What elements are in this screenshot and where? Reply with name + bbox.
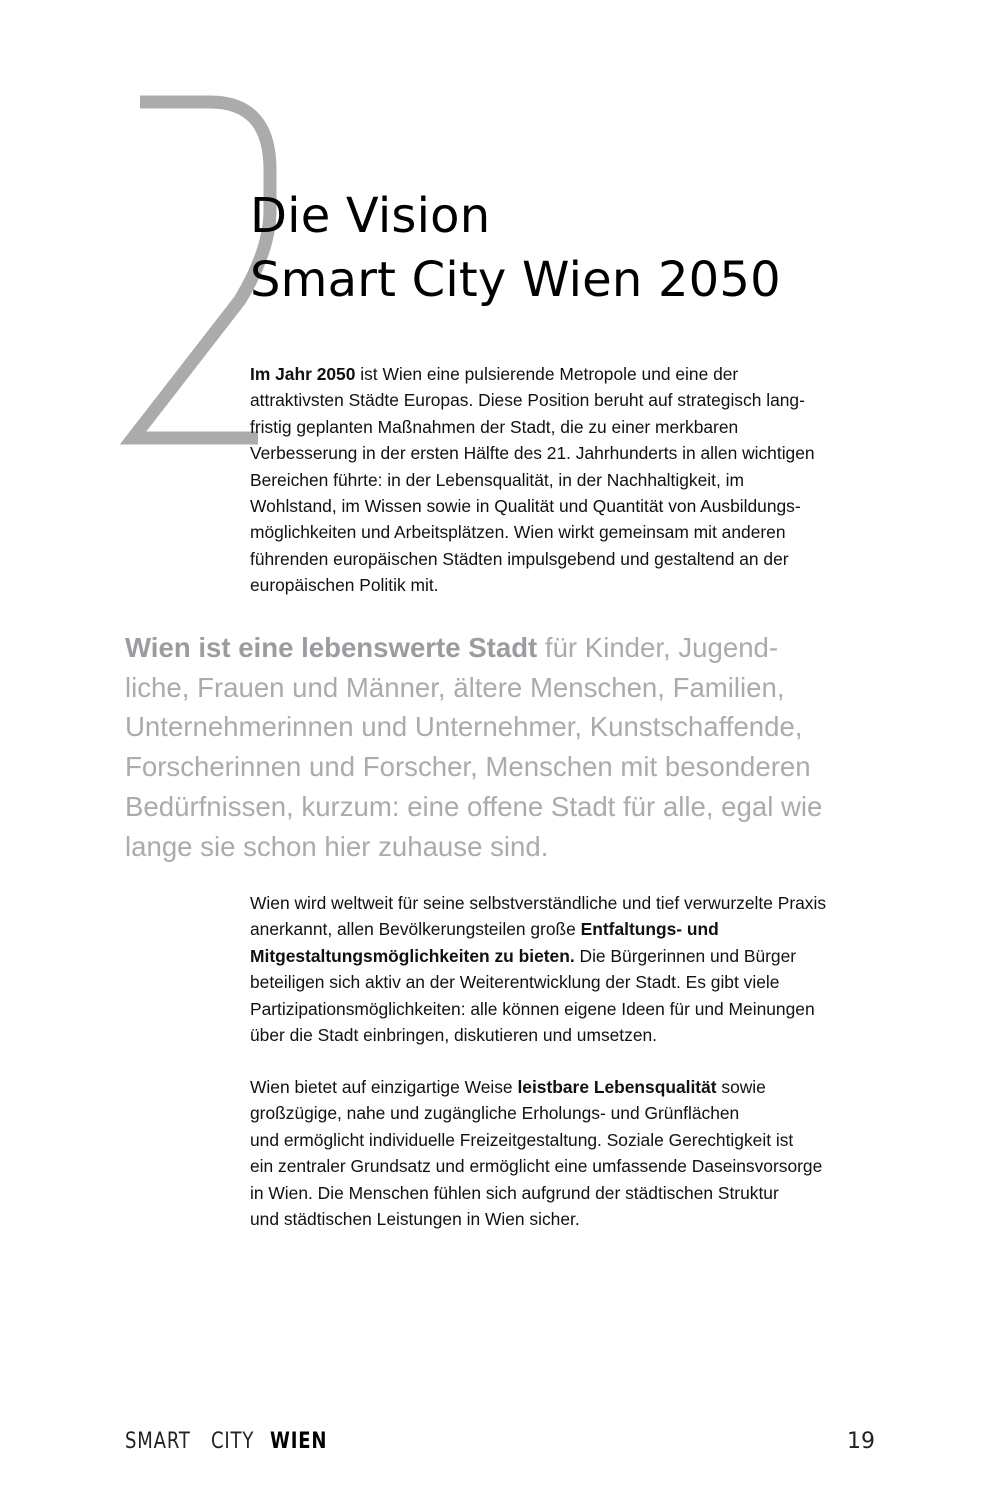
pull-quote-line: Bedürfnissen, kurzum: eine offene Stadt für alle, egal wie [125, 790, 823, 822]
intro-line: attraktivsten Städte Europas. Diese Position beruht auf strategisch lang- [250, 390, 805, 411]
para3-line: und ermöglicht individuelle Freizeitgestaltung. Soziale Gerechtigkeit ist [250, 1129, 794, 1150]
intro-line: fristig geplanten Maßnahmen der Stadt, die zu einer merkbaren [250, 416, 739, 437]
para2-line: Partizipationsmöglichkeiten: alle können eigene Ideen für und Meinungen [250, 998, 815, 1019]
quality-of-life-paragraph [250, 1074, 875, 1232]
para2-line: Wien wird weltweit für seine selbstverständliche und tief verwurzelte Praxis [250, 893, 827, 913]
footer-brand-city: CITY [211, 1429, 255, 1454]
intro-line: europäischen Politik mit. [250, 575, 439, 596]
intro-line: möglichkeiten und Arbeitsplätzen. Wien wirkt gemeinsam mit anderen [250, 522, 786, 543]
pull-quote-line: liche, Frauen und Männer, ältere Menschen, Familien, [125, 671, 785, 703]
para3-line: Wien bietet auf einzigartige Weise leistbare Lebensqualität sowie [250, 1077, 766, 1097]
para2-line: beteiligen sich aktiv an der Weiterentwicklung der Stadt. Es gibt viele [250, 972, 780, 993]
chapter-title [250, 184, 781, 312]
para3-bold: leistbare Lebensqualität [517, 1077, 717, 1097]
pull-quote-line: Wien ist eine lebenswerte Stadt für Kinder, Jugend- [125, 632, 779, 663]
participation-paragraph [250, 890, 875, 1048]
para2-bold-2: Mitgestaltungsmöglichkeiten zu bieten. [250, 945, 575, 966]
page-number: 19 [847, 1429, 875, 1454]
pull-quote-line: Forscherinnen und Forscher, Menschen mit besonderen [125, 751, 811, 783]
para2-bold-1: Entfaltungs- und [580, 919, 719, 940]
intro-line: Wohlstand, im Wissen sowie in Qualität und Quantität von Ausbildungs- [250, 496, 801, 517]
para3-line: in Wien. Die Menschen fühlen sich aufgrund der städtischen Struktur [250, 1182, 779, 1203]
pull-quote-line: Unternehmerinnen und Unternehmer, Kunstschaffende, [125, 711, 803, 743]
footer-brand-wien: WIEN [269, 1429, 328, 1454]
para2-line: über die Stadt einbringen, diskutieren und umsetzen. [250, 1025, 658, 1046]
pull-quote-line: lange sie schon hier zuhause sind. [125, 830, 549, 862]
intro-line: Bereichen führte: in der Lebensqualität, in der Nachhaltigkeit, im [250, 469, 744, 490]
intro-line: Im Jahr 2050 ist Wien eine pulsierende Metropole und eine der [250, 364, 739, 384]
chapter-title-line1: Die Vision [250, 188, 491, 244]
intro-paragraph [250, 361, 875, 599]
footer-brand [125, 1428, 340, 1456]
intro-line: führenden europäischen Städten impulsgebend und gestaltend an der [250, 548, 789, 569]
para3-line: ein zentraler Grundsatz und ermöglicht eine umfassende Daseinsvorsorge [250, 1156, 823, 1177]
pull-quote-lead-bold: Wien ist eine lebenswerte Stadt [125, 632, 538, 663]
para3-line: großzügige, nahe und zugängliche Erholungs- und Grünflächen [250, 1103, 740, 1124]
para3-line: und städtischen Leistungen in Wien sicher. [250, 1209, 580, 1230]
intro-lead-bold: Im Jahr 2050 [250, 364, 356, 384]
intro-line: Verbesserung in der ersten Hälfte des 21. Jahrhunderts in allen wichtigen [250, 443, 815, 464]
chapter-title-line2: Smart City Wien 2050 [250, 252, 781, 308]
footer-brand-smart: SMART [125, 1429, 191, 1454]
pull-quote [125, 628, 885, 866]
para2-line: Mitgestaltungsmöglichkeiten zu bieten. Die Bürgerinnen und Bürger [250, 945, 797, 966]
para2-line: anerkannt, allen Bevölkerungsteilen große Entfaltungs- und [250, 919, 719, 940]
